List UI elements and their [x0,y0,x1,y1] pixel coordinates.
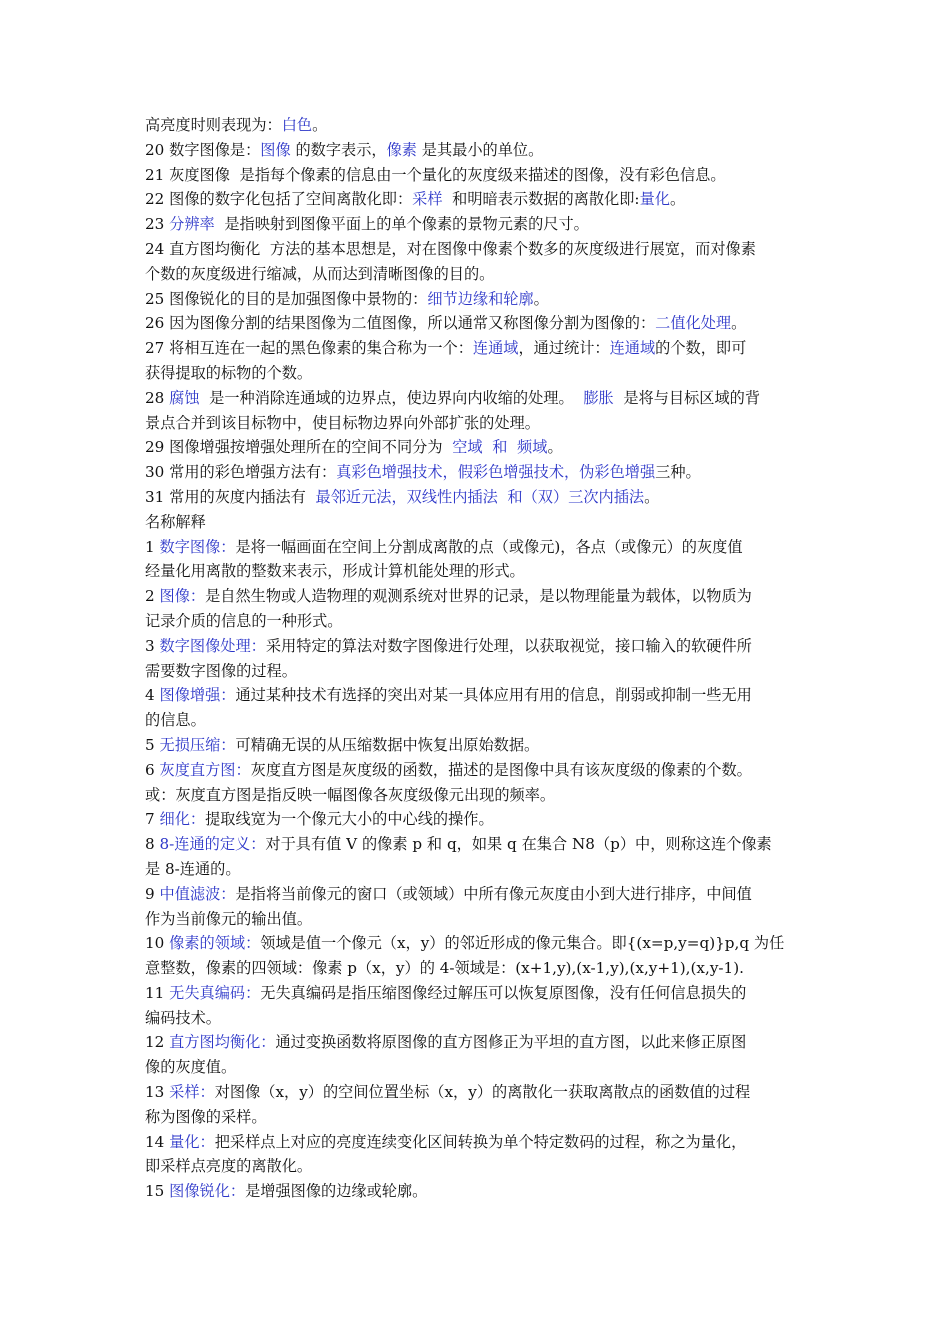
highlighted-term: 像素的领域： [169,934,261,953]
highlighted-term: 空域 和 频域 [452,438,548,457]
highlighted-term: 采样： [169,1083,215,1102]
text-segment: 编码技术。 [145,1008,221,1027]
text-line [145,609,810,634]
text-line [145,510,810,535]
text-segment: 29 图像增强按增强处理所在的空间不同分为 [145,438,453,457]
text-segment: 景点合并到该目标物中，使目标物边界向外部扩张的处理。 [145,413,540,432]
highlighted-term: 腐蚀 [169,388,200,407]
text-segment: 。 [547,438,563,457]
text-line [145,1105,810,1130]
text-segment: 。 [312,116,328,134]
text-segment: 5 [145,735,160,754]
text-line [145,882,810,907]
text-line [145,1154,810,1179]
text-line [145,931,810,956]
text-segment: 是其最小的单位。 [416,140,544,159]
text-line [145,683,810,708]
highlighted-term: 8-连通的定义： [159,835,266,854]
text-line [145,212,810,237]
text-segment: 是将与目标区域的背 [613,388,761,407]
text-segment: 22 图像的数字化包括了空间离散化即： [145,190,413,209]
text-segment: 。 [669,190,686,209]
text-line [145,807,810,832]
highlighted-term: 量化 [639,190,670,209]
text-line [145,907,810,932]
highlighted-term: 连通域 [609,339,656,358]
highlighted-term: 直方图均衡化： [169,1033,276,1052]
text-line [145,113,810,138]
text-segment: 2 [145,587,160,606]
highlighted-term: 无失真编码： [169,983,261,1002]
text-segment: 可精确无误的从压缩数据中恢复出原始数据。 [235,735,540,754]
text-line [145,832,810,857]
text-segment: 1 [145,537,160,556]
text-line [145,311,810,336]
text-line [145,708,810,733]
highlighted-term: 图像锐化： [169,1182,246,1201]
highlighted-term: 量化： [169,1132,215,1151]
text-segment: 8 [145,835,160,854]
text-segment: 是增强图像的边缘或轮廓。 [245,1182,428,1201]
text-line [145,559,810,584]
highlighted-term: 图像： [159,587,206,606]
highlighted-term: 像素 [386,140,417,159]
text-line [145,1179,810,1204]
document-page [145,113,810,1204]
highlighted-term: 最邻近元法，双线性内插法 和（双）三次内插法 [315,487,645,506]
highlighted-term: 图像增强： [159,686,236,705]
text-segment: 提取线宽为一个像元大小的中心线的操作。 [205,810,494,829]
text-segment: 24 直方图均衡化 方法的基本思想是，对在图像中像素个数多的灰度级进行展宽，而对像素 [145,239,756,258]
highlighted-term: 白色 [281,116,313,134]
text-segment: 称为图像的采样。 [145,1107,267,1126]
text-segment: 名称解释 [145,512,206,531]
highlighted-term: 图像 [260,140,291,159]
text-segment: 通过某种技术有选择的突出对某一具体应用有用的信息，削弱或抑制一些无用 [235,686,752,705]
text-line [145,386,810,411]
text-line [145,411,810,436]
highlighted-term: 中值滤波： [159,884,236,903]
text-segment: 11 [145,983,170,1002]
highlighted-term: 数字图像： [159,537,236,556]
highlighted-term: 数字图像处理： [159,636,266,655]
text-segment: 和明暗表示数据的离散化即: [442,190,640,209]
text-segment: 对图像（x，y）的空间位置坐标（x，y）的离散化一获取离散点的函数值的过程 [214,1083,751,1102]
text-segment: 28 [145,388,170,407]
text-segment: 对于具有值 V 的像素 p 和 q，如果 q 在集合 N8（p）中，则称这连个像素 [265,835,772,854]
text-segment: 像的灰度值。 [145,1058,237,1077]
text-segment: 31 常用的灰度内插法有 [145,487,316,506]
text-segment: 作为当前像元的输出值。 [145,909,313,928]
text-segment: 需要数字图像的过程。 [145,661,297,680]
text-line [145,460,810,485]
text-line [145,1130,810,1155]
text-segment: 或：灰度直方图是指反映一幅图像各灰度级像元出现的频率。 [145,785,556,804]
text-segment: 记录介质的信息的一种形式。 [145,611,343,630]
text-segment: 是 8-连通的。 [145,859,241,878]
text-line [145,1055,810,1080]
text-line [145,758,810,783]
text-segment: 26 因为图像分割的结果图像为二值图像，所以通常又称图像分割为图像的： [145,314,656,333]
text-segment: 无失真编码是指压缩图像经过解压可以恢复原图像，没有任何信息损失的 [260,983,747,1002]
text-segment: 领域是值一个像元（x，y）的邻近形成的像元集合。即{(x=p,y=q)}p,q 为任 [260,934,785,953]
text-segment: 6 [145,760,160,779]
text-segment: 9 [145,884,160,903]
highlighted-term: 膨胀 [583,388,614,407]
highlighted-term: 细化： [159,810,206,829]
highlighted-term: 采样 [412,190,443,209]
text-segment: 是一种消除连通域的边界点，使边界向内收缩的处理。 [199,388,584,407]
highlighted-term: 二值化处理 [655,314,732,333]
text-line [145,634,810,659]
text-line [145,262,810,287]
text-segment: 的数字表示， [290,140,387,159]
text-line [145,783,810,808]
text-segment: 三种。 [655,463,701,482]
text-segment: 通过变换函数将原图像的直方图修正为平坦的直方图，以此来修正原图 [275,1033,747,1052]
text-segment: 15 [145,1182,170,1201]
text-segment: 20 数字图像是： [145,140,261,159]
text-line [145,287,810,312]
text-line [145,857,810,882]
text-line [145,1080,810,1105]
text-segment: 个数的灰度级进行缩减，从而达到清晰图像的目的。 [145,264,495,283]
text-line [145,733,810,758]
text-segment: 即采样点亮度的离散化。 [145,1157,313,1176]
text-line [145,138,810,163]
text-segment: 30 常用的彩色增强方法有： [145,463,337,482]
text-segment: 23 [145,215,170,234]
text-segment: 14 [145,1132,170,1151]
text-line [145,956,810,981]
text-segment: 10 [145,934,170,953]
text-line [145,237,810,262]
text-line [145,336,810,361]
text-segment: 灰度直方图是灰度级的函数，描述的是图像中具有该灰度级的像素的个数。 [250,760,752,779]
text-segment: 的信息。 [145,711,206,730]
text-line [145,485,810,510]
text-segment: ，通过统计： [518,339,610,358]
text-line [145,435,810,460]
text-segment: 21 灰度图像 是指每个像素的信息由一个量化的灰度级来描述的图像，没有彩色信息。 [145,165,726,184]
text-segment: 是指映射到图像平面上的单个像素的景物元素的尺寸。 [214,215,589,234]
text-segment: 高亮度时则表现为： [145,116,282,134]
text-segment: 。 [533,289,549,308]
text-line [145,187,810,212]
text-segment: 经量化用离散的整数来表示，形成计算机能处理的形式。 [145,562,525,581]
text-segment: 是指将当前像元的窗口（或领域）中所有像元灰度由小到大进行排序，中间值 [235,884,752,903]
text-line [145,535,810,560]
text-segment: 7 [145,810,160,829]
text-line [145,584,810,609]
text-segment: 获得提取的标物的个数。 [145,363,313,382]
text-line [145,659,810,684]
highlighted-term: 无损压缩： [159,735,236,754]
highlighted-term: 灰度直方图： [159,760,251,779]
text-segment: 意整数，像素的四领域：像素 p（x，y）的 4-领域是：(x+1,y),(x-1,y),(x,y+1),(x,y-1). [145,959,744,978]
text-line [145,1006,810,1031]
text-segment: 是自然生物或人造物理的观测系统对世界的记录，是以物理能量为载体，以物质为 [205,587,752,606]
text-segment: 。 [644,487,660,506]
highlighted-term: 连通域 [472,339,519,358]
text-segment: 27 将相互连在一起的黑色像素的集合称为一个： [145,339,473,358]
text-segment: 把采样点上对应的亮度连续变化区间转换为单个特定数码的过程，称之为量化， [214,1132,747,1151]
text-segment: 3 [145,636,160,655]
highlighted-term: 细节边缘和轮廓 [427,289,534,308]
text-line [145,981,810,1006]
text-line [145,163,810,188]
text-segment: 。 [731,314,747,333]
text-segment: 12 [145,1033,170,1052]
text-segment: 采用特定的算法对数字图像进行处理，以获取视觉，接口输入的软硬件所 [265,636,752,655]
highlighted-term: 真彩色增强技术，假彩色增强技术，伪彩色增强 [336,463,656,482]
text-segment: 的个数，即可 [655,339,747,358]
text-segment: 4 [145,686,160,705]
text-line [145,1030,810,1055]
text-segment: 是将一幅画面在空间上分割成离散的点（或像元)，各点（或像元）的灰度值 [235,537,743,556]
text-segment: 25 图像锐化的目的是加强图像中景物的： [145,289,428,308]
text-segment: 13 [145,1083,170,1102]
text-line [145,361,810,386]
highlighted-term: 分辨率 [169,215,215,234]
